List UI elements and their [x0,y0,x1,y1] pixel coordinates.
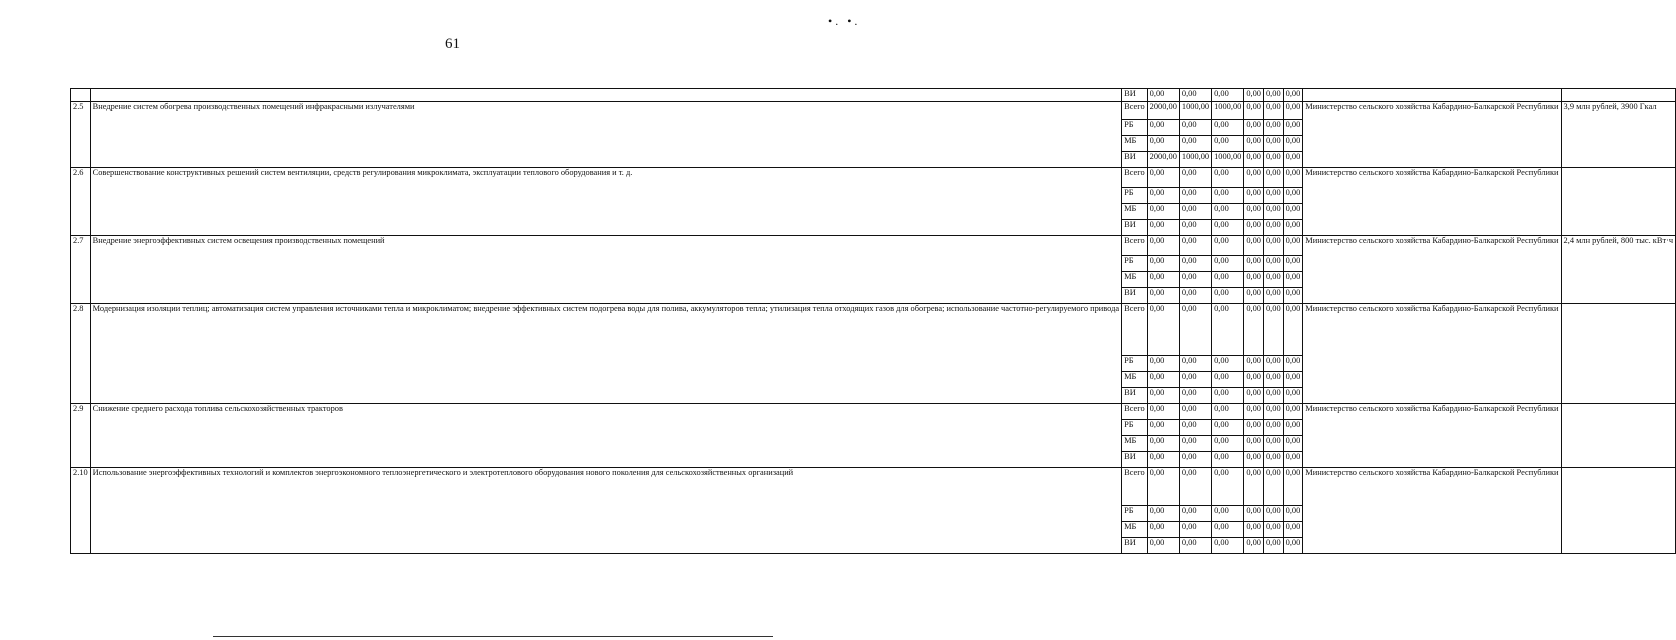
value-cell: 0,00 [1283,256,1303,272]
value-cell: 0,00 [1244,236,1264,256]
source-cell: РБ [1122,120,1148,136]
value-cell: 0,00 [1147,452,1179,468]
value-cell: 0,00 [1147,120,1179,136]
value-cell: 0,00 [1283,204,1303,220]
value-cell: 0,00 [1244,356,1264,372]
value-cell: 0,00 [1147,136,1179,152]
source-cell: МБ [1122,522,1148,538]
value-cell: 0,00 [1263,120,1283,136]
value-cell: 0,00 [1283,388,1303,404]
value-cell: 0,00 [1283,220,1303,236]
executor-cell: Министерство сельского хозяйства Кабардино-Балкарской Республики [1303,468,1561,554]
value-cell: 1000,00 [1212,102,1244,120]
value-cell: 0,00 [1263,436,1283,452]
item-name: Внедрение систем обогрева производственных помещений инфракрасными излучателями [90,102,1121,168]
value-cell: 0,00 [1244,204,1264,220]
value-cell: 0,00 [1179,388,1211,404]
value-cell: 0,00 [1212,420,1244,436]
value-cell: 0,00 [1212,372,1244,388]
value-cell: 1000,00 [1179,102,1211,120]
result-cell [1561,168,1676,236]
value-cell: 0,00 [1147,236,1179,256]
page-number: 61 [445,36,460,52]
value-cell: 0,00 [1283,404,1303,420]
value-cell: 0,00 [1179,506,1211,522]
value-cell: 0,00 [1212,89,1244,102]
value-cell: 0,00 [1179,404,1211,420]
value-cell: 0,00 [1263,404,1283,420]
cell-empty [71,89,91,102]
value-cell: 0,00 [1244,89,1264,102]
table-row [71,236,1676,256]
value-cell: 0,00 [1283,372,1303,388]
source-cell: ВИ [1122,452,1148,468]
value-cell: 0,00 [1212,356,1244,372]
value-cell: 0,00 [1244,136,1264,152]
value-cell: 0,00 [1212,506,1244,522]
value-cell: 0,00 [1263,468,1283,506]
cell-empty [1561,89,1676,102]
value-cell: 0,00 [1147,188,1179,204]
value-cell: 0,00 [1283,168,1303,188]
executor-cell: Министерство сельского хозяйства Кабардино-Балкарской Республики [1303,236,1561,304]
value-cell: 0,00 [1263,372,1283,388]
source-cell: Всего [1122,168,1148,188]
executor-cell: Министерство сельского хозяйства Кабардино-Балкарской Республики [1303,102,1561,168]
value-cell: 0,00 [1212,436,1244,452]
value-cell: 0,00 [1212,538,1244,554]
value-cell: 0,00 [1212,136,1244,152]
item-name: Использование энергоэффективных технологий и комплектов энергоэкономного теплоэнергетического и электротеплового оборудования нового поколения для сельскохозяйственных организаций [90,468,1121,554]
value-cell: 0,00 [1179,188,1211,204]
item-name: Внедрение энергоэффективных систем освещения производственных помещений [90,236,1121,304]
value-cell: 0,00 [1147,468,1179,506]
value-cell: 0,00 [1179,272,1211,288]
value-cell: 0,00 [1179,372,1211,388]
value-cell: 0,00 [1283,272,1303,288]
table-row [71,304,1676,356]
item-number: 2.5 [71,102,91,168]
value-cell: 0,00 [1179,136,1211,152]
value-cell: 0,00 [1244,256,1264,272]
value-cell: 0,00 [1179,120,1211,136]
value-cell: 0,00 [1244,404,1264,420]
source-cell: МБ [1122,136,1148,152]
value-cell: 0,00 [1179,452,1211,468]
value-cell: 0,00 [1212,522,1244,538]
value-cell: 0,00 [1244,272,1264,288]
result-cell [1561,404,1676,468]
source-cell: Всего [1122,236,1148,256]
item-number: 2.6 [71,168,91,236]
value-cell: 0,00 [1179,168,1211,188]
value-cell: 0,00 [1283,506,1303,522]
source-cell: МБ [1122,372,1148,388]
value-cell: 0,00 [1263,152,1283,168]
item-number: 2.9 [71,404,91,468]
source-cell: РБ [1122,188,1148,204]
item-number: 2.10 [71,468,91,554]
value-cell: 0,00 [1147,304,1179,356]
source-cell: РБ [1122,506,1148,522]
value-cell: 0,00 [1283,136,1303,152]
value-cell: 0,00 [1263,304,1283,356]
source-cell: РБ [1122,420,1148,436]
value-cell: 0,00 [1147,288,1179,304]
value-cell: 0,00 [1147,404,1179,420]
executor-cell: Министерство сельского хозяйства Кабардино-Балкарской Республики [1303,404,1561,468]
value-cell: 0,00 [1179,89,1211,102]
value-cell: 0,00 [1244,168,1264,188]
value-cell: 0,00 [1179,468,1211,506]
value-cell: 0,00 [1244,420,1264,436]
value-cell: 0,00 [1244,388,1264,404]
source-cell: ВИ [1122,220,1148,236]
value-cell: 0,00 [1263,168,1283,188]
value-cell: 0,00 [1212,188,1244,204]
value-cell: 0,00 [1283,304,1303,356]
item-number: 2.7 [71,236,91,304]
source-cell: РБ [1122,256,1148,272]
value-cell: 0,00 [1179,522,1211,538]
value-cell: 0,00 [1263,102,1283,120]
value-cell: 0,00 [1147,372,1179,388]
item-name: Модернизация изоляции теплиц; автоматизация систем управления источниками тепла и микроклиматом; внедрение эффективных систем подогрева воды для полива, аккумуляторов тепла; утилизация тепла отходящих газов для обогрева; использование частотно-регулируемого привода [90,304,1121,404]
value-cell: 0,00 [1147,436,1179,452]
value-cell: 0,00 [1147,204,1179,220]
item-name: Снижение среднего расхода топлива сельскохозяйственных тракторов [90,404,1121,468]
value-cell: 0,00 [1263,538,1283,554]
value-cell: 0,00 [1283,538,1303,554]
table-row [71,168,1676,188]
cell-empty [90,89,1121,102]
value-cell: 0,00 [1283,356,1303,372]
table-row [71,89,1676,102]
value-cell: 0,00 [1283,188,1303,204]
value-cell: 0,00 [1263,506,1283,522]
value-cell: 0,00 [1212,120,1244,136]
value-cell: 0,00 [1212,220,1244,236]
value-cell: 0,00 [1244,538,1264,554]
value-cell: 0,00 [1283,436,1303,452]
source-cell: ВИ [1122,388,1148,404]
source-cell: Всего [1122,304,1148,356]
value-cell: 0,00 [1263,452,1283,468]
source-cell: МБ [1122,436,1148,452]
executor-cell: Министерство сельского хозяйства Кабардино-Балкарской Республики [1303,304,1561,404]
source-cell: РБ [1122,356,1148,372]
value-cell: 0,00 [1147,420,1179,436]
value-cell: 0,00 [1244,102,1264,120]
source-cell: Всего [1122,102,1148,120]
value-cell: 0,00 [1263,522,1283,538]
value-cell: 0,00 [1147,89,1179,102]
value-cell: 0,00 [1263,89,1283,102]
value-cell: 0,00 [1283,120,1303,136]
value-cell: 0,00 [1283,288,1303,304]
value-cell: 0,00 [1263,420,1283,436]
value-cell: 0,00 [1212,236,1244,256]
value-cell: 0,00 [1263,188,1283,204]
value-cell: 0,00 [1212,452,1244,468]
value-cell: 0,00 [1244,152,1264,168]
value-cell: 0,00 [1212,468,1244,506]
value-cell: 0,00 [1283,420,1303,436]
corner-marks: •. •. [828,14,861,28]
source-cell: ВИ [1122,288,1148,304]
value-cell: 0,00 [1179,304,1211,356]
value-cell: 0,00 [1179,538,1211,554]
value-cell: 0,00 [1263,236,1283,256]
result-cell [1561,304,1676,404]
value-cell: 0,00 [1263,136,1283,152]
value-cell: 0,00 [1147,522,1179,538]
bottom-rule [213,636,773,637]
source-cell: ВИ [1122,152,1148,168]
value-cell: 0,00 [1147,356,1179,372]
value-cell: 0,00 [1263,220,1283,236]
value-cell: 0,00 [1263,356,1283,372]
value-cell: 0,00 [1212,388,1244,404]
value-cell: 0,00 [1263,288,1283,304]
value-cell: 0,00 [1147,168,1179,188]
value-cell: 0,00 [1244,188,1264,204]
value-cell: 0,00 [1147,538,1179,554]
value-cell: 0,00 [1283,152,1303,168]
item-name: Совершенствование конструктивных решений систем вентиляции, средств регулирования микроклимата, эксплуатации теплового оборудования и т. д. [90,168,1121,236]
value-cell: 0,00 [1179,288,1211,304]
value-cell: 0,00 [1147,272,1179,288]
value-cell: 0,00 [1263,256,1283,272]
value-cell: 2000,00 [1147,102,1179,120]
result-cell [1561,468,1676,554]
value-cell: 0,00 [1263,204,1283,220]
value-cell: 0,00 [1283,522,1303,538]
value-cell: 0,00 [1244,120,1264,136]
program-table [70,88,1676,554]
value-cell: 0,00 [1212,288,1244,304]
value-cell: 0,00 [1263,388,1283,404]
value-cell: 0,00 [1283,89,1303,102]
value-cell: 0,00 [1244,304,1264,356]
executor-cell: Министерство сельского хозяйства Кабардино-Балкарской Республики [1303,168,1561,236]
value-cell: 0,00 [1212,168,1244,188]
source-cell: ВИ [1122,538,1148,554]
value-cell: 0,00 [1244,288,1264,304]
value-cell: 0,00 [1212,272,1244,288]
value-cell: 0,00 [1283,468,1303,506]
cell-empty [1303,89,1561,102]
value-cell: 0,00 [1244,522,1264,538]
table-row [71,102,1676,120]
value-cell: 0,00 [1244,468,1264,506]
result-cell: 3,9 млн рублей, 3900 Гкал [1561,102,1676,168]
value-cell: 0,00 [1283,102,1303,120]
value-cell: 2000,00 [1147,152,1179,168]
value-cell: 0,00 [1179,436,1211,452]
table-row [71,468,1676,506]
value-cell: 0,00 [1212,404,1244,420]
source-cell: Всего [1122,468,1148,506]
value-cell: 0,00 [1212,304,1244,356]
value-cell: 0,00 [1244,372,1264,388]
value-cell: 0,00 [1179,420,1211,436]
value-cell: 1000,00 [1179,152,1211,168]
value-cell: 0,00 [1147,256,1179,272]
value-cell: 0,00 [1179,256,1211,272]
value-cell: 0,00 [1244,220,1264,236]
result-cell: 2,4 млн рублей, 800 тыс. кВт·ч [1561,236,1676,304]
value-cell: 0,00 [1244,436,1264,452]
value-cell: 0,00 [1244,506,1264,522]
value-cell: 0,00 [1212,256,1244,272]
value-cell: 0,00 [1263,272,1283,288]
source-cell: МБ [1122,272,1148,288]
value-cell: 0,00 [1179,204,1211,220]
value-cell: 0,00 [1179,236,1211,256]
value-cell: 0,00 [1283,452,1303,468]
value-cell: 0,00 [1147,388,1179,404]
value-cell: 0,00 [1147,506,1179,522]
value-cell: 0,00 [1179,220,1211,236]
value-cell: 0,00 [1212,204,1244,220]
table-row [71,404,1676,420]
source-cell: Всего [1122,404,1148,420]
value-cell: 1000,00 [1212,152,1244,168]
value-cell: 0,00 [1179,356,1211,372]
value-cell: 0,00 [1244,452,1264,468]
value-cell: 0,00 [1147,220,1179,236]
source-cell: МБ [1122,204,1148,220]
source-cell: ВИ [1122,89,1148,102]
item-number: 2.8 [71,304,91,404]
value-cell: 0,00 [1283,236,1303,256]
